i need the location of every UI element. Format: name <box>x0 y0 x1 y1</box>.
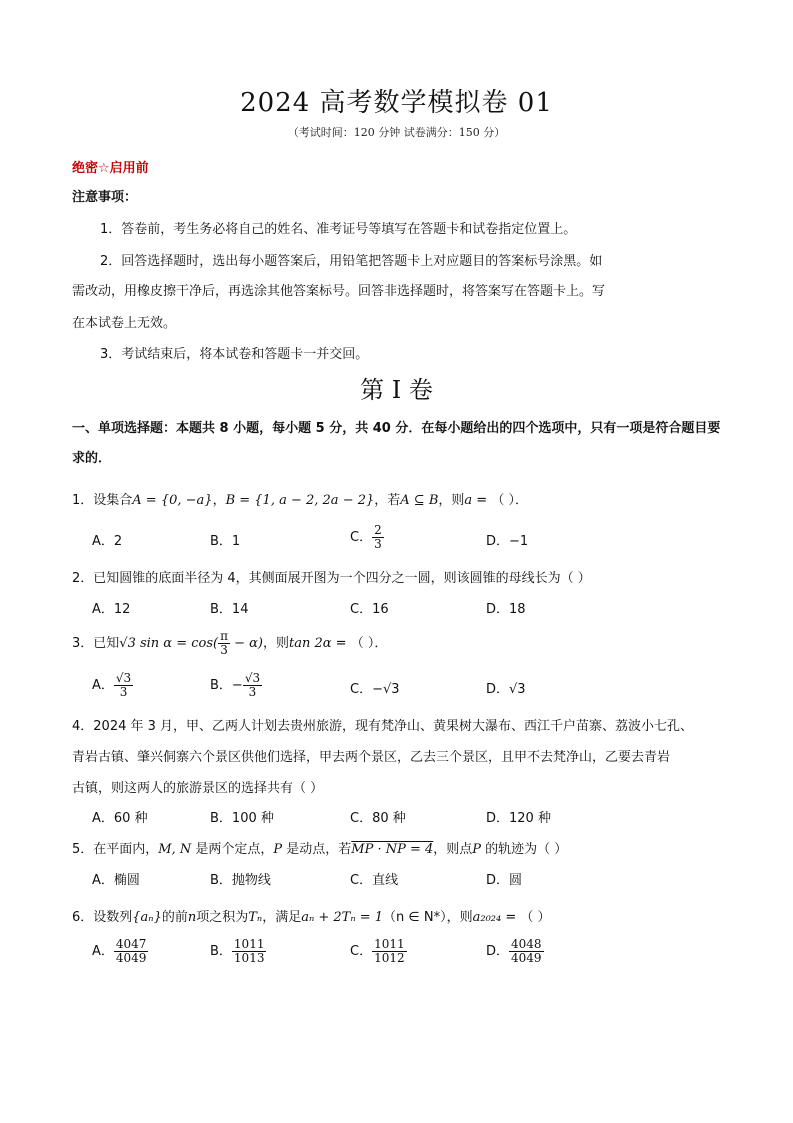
q6-n: n <box>187 910 197 925</box>
q3-option-d[interactable]: D．√3 <box>486 682 526 697</box>
q3-pre: 3．已知 <box>72 636 120 651</box>
q6-option-c[interactable] <box>350 938 407 965</box>
q6-d-numerator: 4048 <box>511 937 542 951</box>
q1-option-d[interactable]: D．−1 <box>486 534 529 549</box>
q6-c-numerator: 1011 <box>374 937 405 951</box>
q6-option-a-fraction <box>114 938 149 965</box>
q2-option-c[interactable]: C．16 <box>350 602 389 617</box>
q3-a-denominator: 3 <box>119 685 128 699</box>
part-title: 第 I 卷 <box>360 376 433 404</box>
q1-c-numerator: 2 <box>374 523 382 537</box>
q6-option-b-label: B． <box>210 944 232 959</box>
q6-cond: （n ∈ N*） <box>383 910 447 925</box>
question-6 <box>72 906 551 925</box>
q6-d-denominator: 4049 <box>511 951 542 965</box>
q1-post: = （ ）． <box>472 493 528 508</box>
q5-mid1: 是两个定点， <box>191 842 274 857</box>
notice-2-line-3: 在本试卷上无效。 <box>72 316 177 331</box>
q6-mid2: 项之积为 <box>196 910 249 925</box>
q3-post: = （ ）． <box>331 636 388 651</box>
notice-1: 1．答卷前，考生务必将自己的姓名、准考证号等填写在答题卡和试卷指定位置上。 <box>100 222 577 237</box>
q4-option-c[interactable]: C．80 种 <box>350 811 406 826</box>
q3-option-a-fraction <box>114 672 133 699</box>
q6-post: = （ ） <box>501 910 551 925</box>
q5-option-a[interactable]: A．椭圆 <box>92 873 140 888</box>
q3-frac-numerator: π <box>220 629 228 643</box>
question-5 <box>72 838 567 857</box>
q6-expr: aₙ + 2Tₙ = 1 <box>301 910 384 925</box>
q6-option-a-label: A． <box>92 944 114 959</box>
q5-option-c[interactable]: C．直线 <box>350 873 399 888</box>
q6-pre: 6．设数列 <box>72 910 133 925</box>
q3-mid: ，则 <box>263 636 290 651</box>
q1-option-c[interactable] <box>350 524 384 551</box>
q6-option-a[interactable] <box>92 938 148 965</box>
q3-ask: tan 2α <box>289 636 332 651</box>
question-1 <box>72 489 528 508</box>
q3-options <box>92 672 652 702</box>
q3-option-b-label: B．− <box>210 678 243 693</box>
q6-option-d[interactable] <box>486 938 544 965</box>
q3-b-denominator: 3 <box>248 685 257 699</box>
q1-condition: A ⊆ B <box>400 493 439 508</box>
notice-heading: 注意事项： <box>72 190 138 205</box>
q1-mid3: ，则 <box>438 493 465 508</box>
q5-points: M, N <box>158 842 192 857</box>
q6-option-d-label: D． <box>486 944 510 959</box>
q6-option-c-label: C． <box>350 944 373 959</box>
q1-set-a: A = {0, −a} <box>132 493 213 508</box>
q5-post: 的轨迹为（ ） <box>481 842 568 857</box>
q5-mid3: ，则点 <box>433 842 473 857</box>
q6-option-b-fraction <box>232 938 267 965</box>
q1-ask: a <box>464 493 473 508</box>
question-4-line-1: 4．2024 年 3 月，甲、乙两人计划去贵州旅游，现有梵净山、黄果树大瀑布、西江千户苗寨、荔波小七孔、 <box>72 719 694 734</box>
q4-options <box>92 807 652 837</box>
q6-b-denominator: 1013 <box>233 951 265 965</box>
section-heading: 一、单项选择题：本题共 8 小题，每小题 5 分，共 40 分．在每小题给出的四个选项中，只有一项是符合题目要求的． <box>72 421 721 466</box>
q6-tn: Tₙ <box>248 910 263 925</box>
q6-ask: a₂₀₂₄ <box>472 910 502 925</box>
q6-option-c-fraction <box>372 938 407 965</box>
q1-option-c-fraction <box>372 524 384 551</box>
notice-3: 3．考试结束后，将本试卷和答题卡一并交回。 <box>100 347 369 362</box>
q6-options <box>92 938 652 974</box>
q5-expr: MP · NP = 4 <box>351 842 434 857</box>
q1-c-denominator: 3 <box>374 537 382 551</box>
q3-option-b[interactable] <box>210 672 262 699</box>
q6-c-denominator: 1012 <box>374 951 405 965</box>
q1-pre: 1．设集合 <box>72 493 133 508</box>
q3-frac-denominator: 3 <box>220 643 228 657</box>
q2-option-b[interactable]: B．14 <box>210 602 249 617</box>
q6-seq: {aₙ} <box>132 910 162 925</box>
question-2: 2．已知圆锥的底面半径为 4，其侧面展开图为一个四分之一圆，则该圆锥的母线长为（ ） <box>72 571 591 586</box>
q5-mid2: 是动点，若 <box>282 842 352 857</box>
q3-option-a-label: A． <box>92 678 114 693</box>
q5-option-b[interactable]: B．抛物线 <box>210 873 271 888</box>
q3-expr-1: √3 sin α = cos( <box>119 636 219 651</box>
q3-option-b-fraction <box>243 672 262 699</box>
q1-set-b: B = {1, a − 2, 2a − 2} <box>225 493 375 508</box>
q6-option-d-fraction <box>509 938 544 965</box>
exam-title: 2024 高考数学模拟卷 01 <box>240 88 553 118</box>
q5-pre: 5．在平面内， <box>72 842 159 857</box>
q4-option-a[interactable]: A．60 种 <box>92 811 148 826</box>
question-4-line-2: 青岩古镇、肇兴侗寨六个景区供他们选择，甲去两个景区，乙去三个景区，且甲不去梵净山，乙要去青岩 <box>72 750 671 765</box>
question-3 <box>72 630 387 657</box>
q3-expr-2: − α) <box>229 636 263 651</box>
q1-mid2: ，若 <box>374 493 401 508</box>
q5-option-d[interactable]: D．圆 <box>486 873 523 888</box>
q1-options <box>92 523 652 560</box>
q4-option-b[interactable]: B．100 种 <box>210 811 274 826</box>
q2-option-a[interactable]: A．12 <box>92 602 131 617</box>
q1-option-c-label: C． <box>350 530 373 545</box>
q2-option-d[interactable]: D．18 <box>486 602 526 617</box>
q3-a-numerator: √3 <box>115 671 132 685</box>
q6-option-b[interactable] <box>210 938 266 965</box>
q3-b-numerator: √3 <box>244 671 261 685</box>
q1-option-a[interactable]: A．2 <box>92 534 123 549</box>
q5-p2: P <box>472 842 482 857</box>
q5-options <box>92 869 652 899</box>
q1-mid1: ， <box>212 493 226 508</box>
q3-option-c[interactable]: C．−√3 <box>350 682 400 697</box>
confidential-mark: 绝密☆启用前 <box>72 161 149 176</box>
q6-mid3: ，满足 <box>262 910 302 925</box>
q3-option-a[interactable] <box>92 672 133 699</box>
q6-mid1: 的前 <box>161 910 188 925</box>
exam-subtitle: （考试时间：120 分钟 试卷满分：150 分） <box>287 126 506 139</box>
q6-a-denominator: 4049 <box>115 951 147 965</box>
q4-option-d[interactable]: D．120 种 <box>486 811 551 826</box>
q1-option-b[interactable]: B．1 <box>210 534 241 549</box>
q6-mid4: ，则 <box>446 910 473 925</box>
question-4-line-3: 古镇，则这两人的旅游景区的选择共有（ ） <box>72 781 324 796</box>
q5-p: P <box>273 842 283 857</box>
q6-a-numerator: 4047 <box>115 937 147 951</box>
notice-2-line-2: 需改动，用橡皮擦干净后，再选涂其他答案标号。回答非选择题时，将答案写在答题卡上。写 <box>72 284 606 299</box>
q6-b-numerator: 1011 <box>233 937 265 951</box>
q3-fraction <box>218 630 230 657</box>
notice-2-line-1: 2．回答选择题时，选出每小题答案后，用铅笔把答题卡上对应题目的答案标号涂黑。如 <box>100 254 603 269</box>
q2-options <box>92 598 652 628</box>
